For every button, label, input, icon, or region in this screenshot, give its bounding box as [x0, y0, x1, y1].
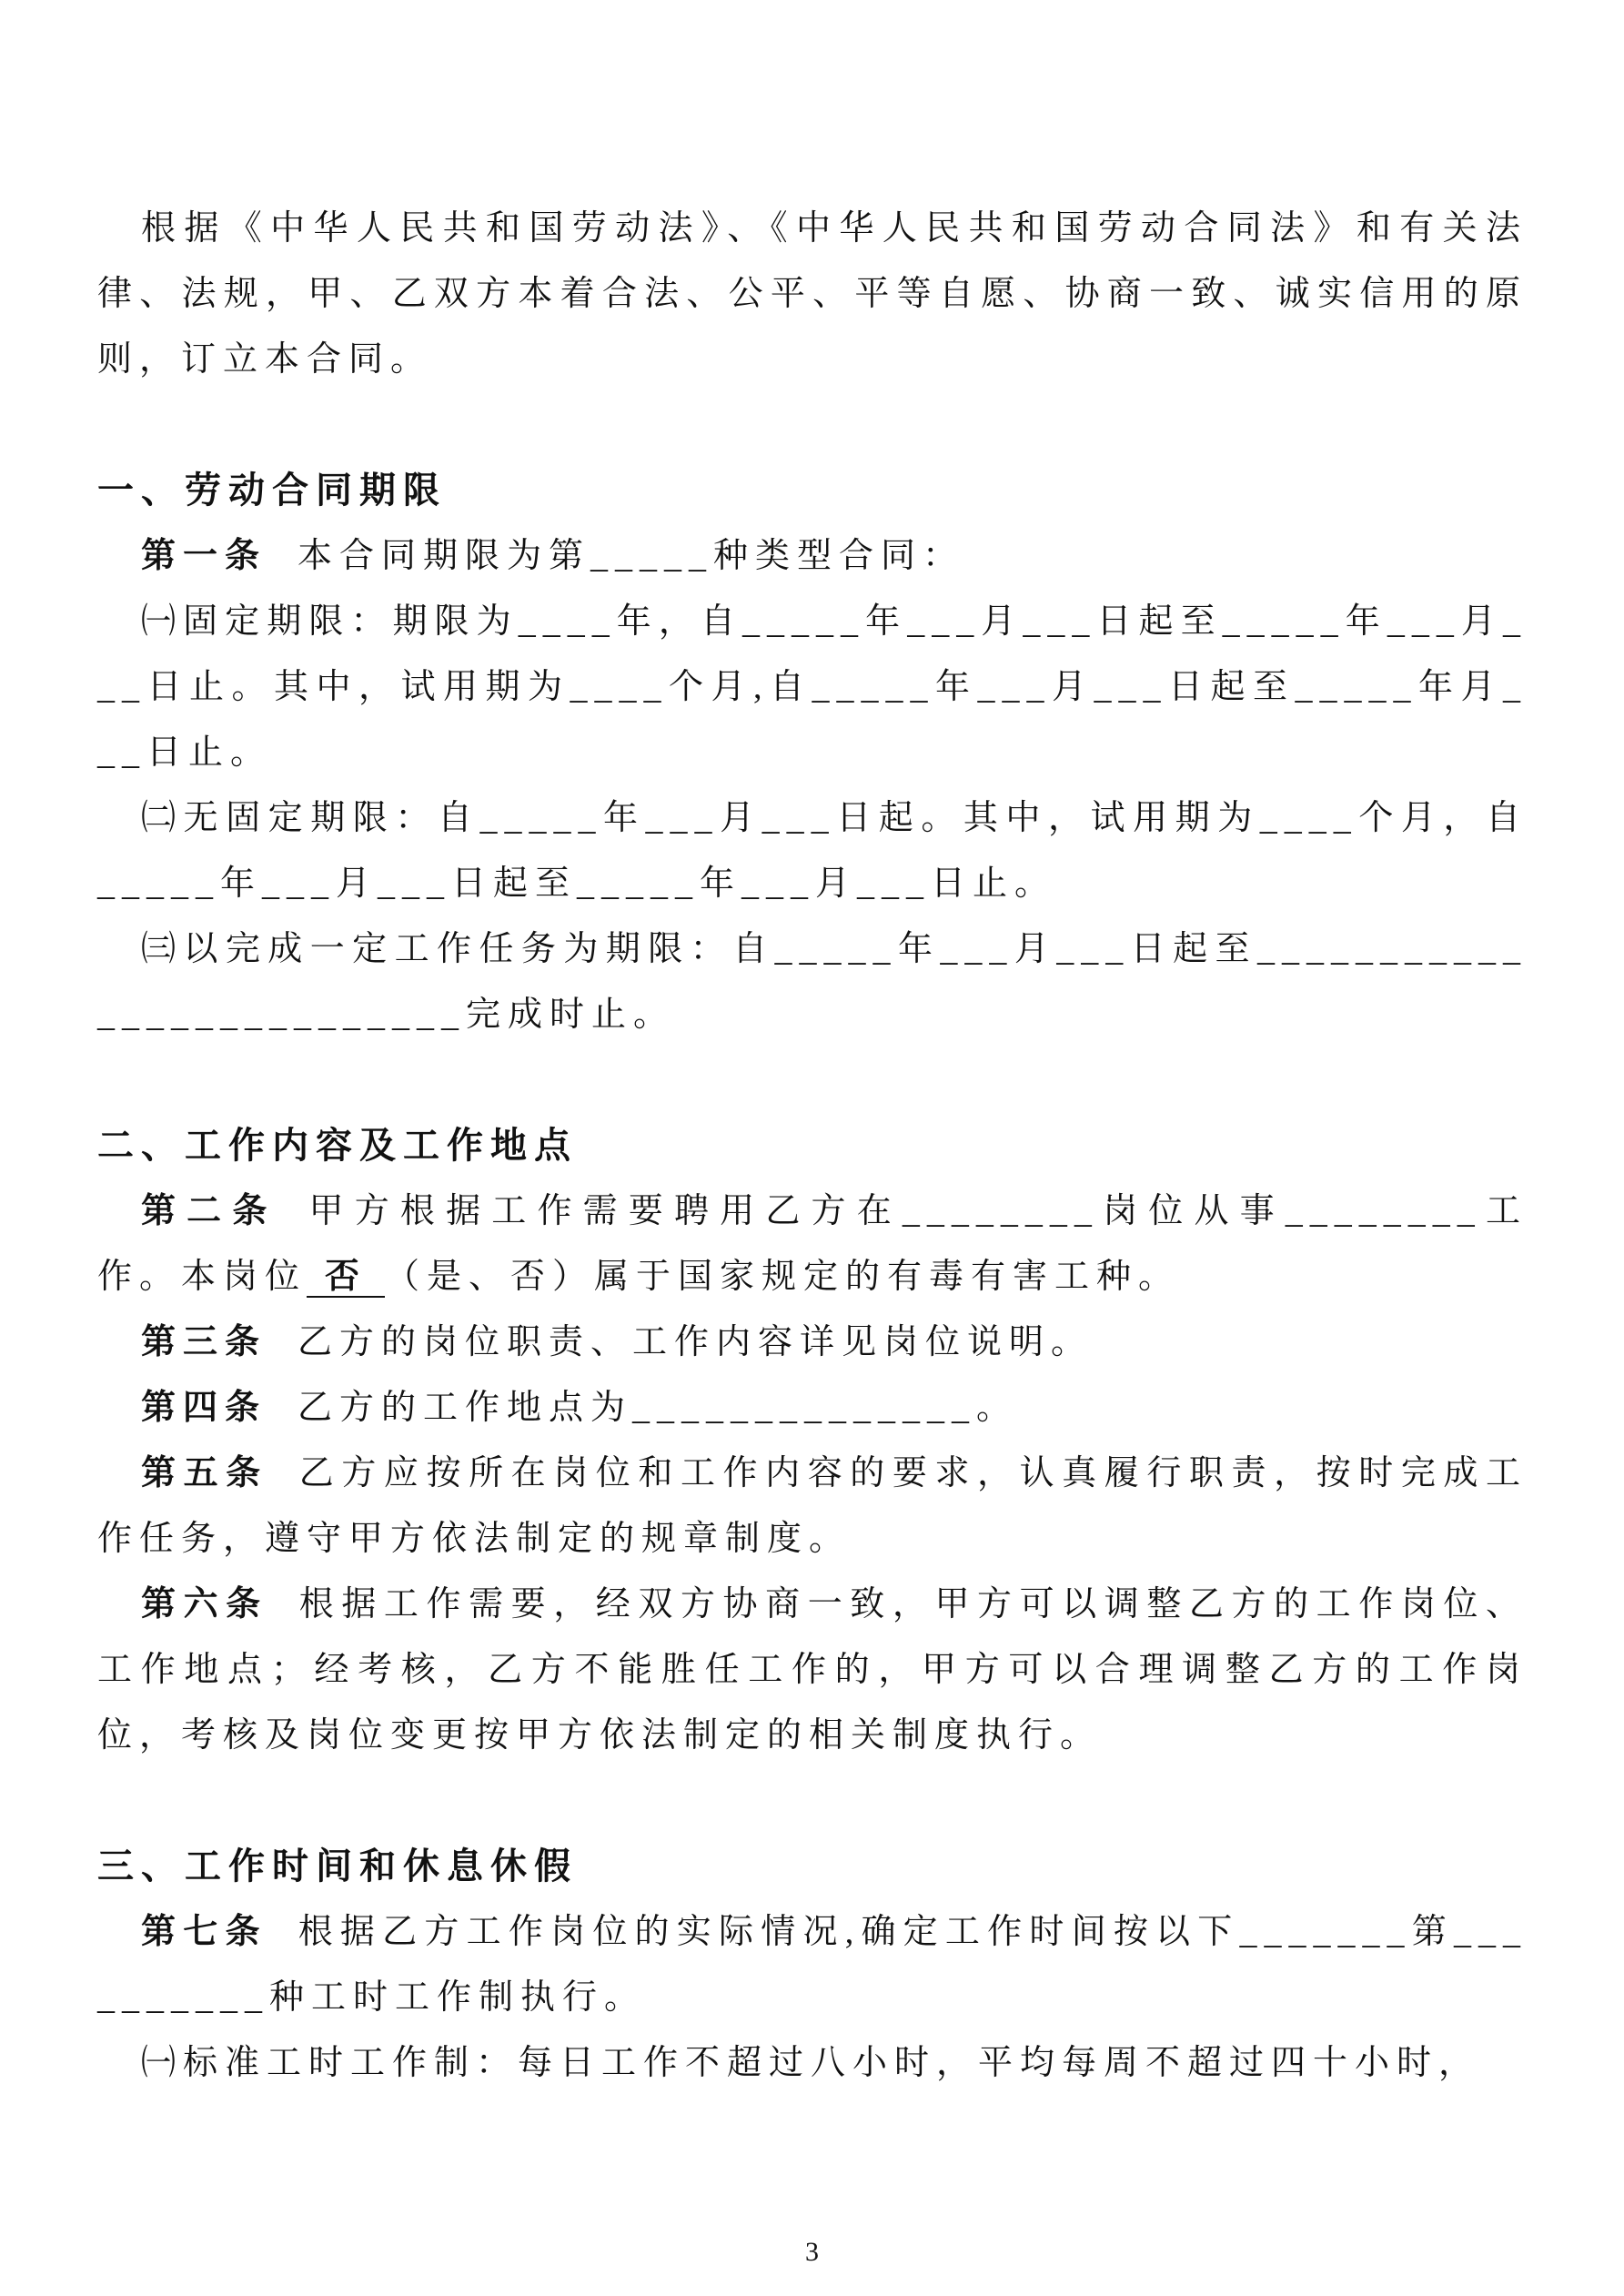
clause-1-label: 第一条: [141, 537, 267, 575]
page-number: 3: [805, 2237, 819, 2267]
clause-1: [97, 523, 1528, 589]
clause-4: [97, 1375, 1528, 1441]
term-item-fixed: ㈠固定期限：期限为____年，自_____年___月___日起至_____年___月___日止。其中，试用期为____个月,自_____年___月___日起至_____年月___日止。: [97, 602, 1528, 772]
clause-2: [97, 1178, 1528, 1310]
clause-3: [97, 1310, 1528, 1375]
clause-2-text-after: （是、否）属于国家规定的有毒有害工种。: [385, 1258, 1181, 1296]
clause-2-filled-value: 否: [307, 1258, 385, 1298]
clause-6-label: 第六条: [141, 1585, 268, 1623]
clause-3-text: 乙方的岗位职责、工作内容详见岗位说明。: [298, 1323, 1094, 1361]
clause-5-text: 乙方应按所在岗位和工作内容的要求，认真履行职责，按时完成工作任务，遵守甲方依法制定的规章制度。: [97, 1454, 1528, 1558]
work-hours-item-standard: ㈠标准工时工作制：每日工作不超过八小时，平均每周不超过四十小时，: [141, 2044, 1481, 2082]
term-item-open-ended: ㈡无固定期限：自_____年___月___日起。其中，试用期为____个月，自_____年___月___日起至_____年___月___日止。: [97, 799, 1528, 903]
clause-2-text-before: 甲方根据工作需要聘用乙方在________岗位从事________工作。本岗位: [97, 1192, 1528, 1296]
clause-5: [97, 1441, 1528, 1572]
section-2-heading: 二、工作内容及工作地点: [97, 1125, 578, 1166]
clause-3-label: 第三条: [141, 1323, 267, 1361]
term-item-task-based: ㈢以完成一定工作任务为期限：自_____年___月___日起至__________________________完成时止。: [97, 930, 1528, 1034]
clause-5-label: 第五条: [141, 1454, 268, 1492]
clause-6: [97, 1572, 1528, 1768]
clause-4-label: 第四条: [141, 1389, 267, 1427]
clause-2-label: 第二条: [141, 1192, 278, 1230]
clause-7-label: 第七条: [141, 1913, 267, 1951]
section-1-heading: 一、劳动合同期限: [97, 470, 447, 511]
clause-6-text: 根据工作需要，经双方协商一致，甲方可以调整乙方的工作岗位、工作地点；经考核，乙方不能胜任工作的，甲方可以合理调整乙方的工作岗位，考核及岗位变更按甲方依法制定的相关制度执行。: [97, 1585, 1528, 1755]
clause-4-text: 乙方的工作地点为______________。: [298, 1389, 1019, 1427]
clause-7-text: 根据乙方工作岗位的实际情况,确定工作时间按以下_______第__________种工时工作制执行。: [97, 1913, 1528, 2017]
clause-7: [97, 1899, 1528, 2030]
intro-paragraph: 根据《中华人民共和国劳动法》、《中华人民共和国劳动合同法》和有关法律、法规，甲、乙双方本着合法、公平、平等自愿、协商一致、诚实信用的原则，订立本合同。: [97, 209, 1528, 379]
clause-1-text: 本合同期限为第_____种类型合同：: [298, 537, 965, 575]
section-3-heading: 三、工作时间和休息休假: [97, 1846, 578, 1886]
